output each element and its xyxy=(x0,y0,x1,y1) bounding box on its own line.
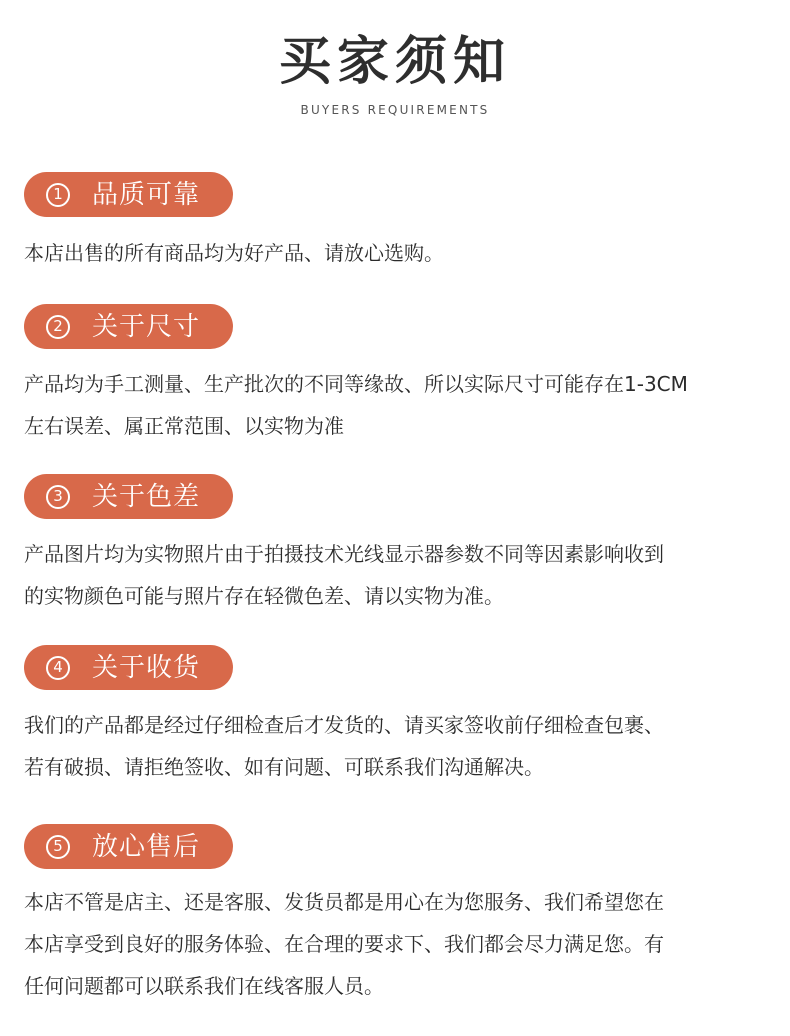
body-line: 产品均为手工测量、生产批次的不同等缘故、所以实际尺寸可能存在1-3CM xyxy=(24,372,688,396)
section-heading-badge xyxy=(24,172,233,217)
body-line: 左右误差、属正常范围、以实物为准 xyxy=(24,414,344,438)
section-heading-badge xyxy=(24,645,233,690)
section-receiving xyxy=(24,645,764,788)
body-line: 任何问题都可以联系我们在线客服人员。 xyxy=(24,974,384,998)
section-heading-badge xyxy=(24,474,233,519)
page-subtitle: BUYERS REQUIREMENTS xyxy=(300,103,490,117)
section-body xyxy=(24,363,764,447)
section-heading-badge xyxy=(24,824,233,869)
section-heading: 品质可靠 xyxy=(92,179,201,210)
section-body xyxy=(24,533,764,617)
page-title: 买家须知 xyxy=(278,32,511,92)
circled-number-icon: 3 xyxy=(46,485,70,509)
body-line: 本店出售的所有商品均为好产品、请放心选购。 xyxy=(24,241,444,265)
body-line: 的实物颜色可能与照片存在轻微色差、请以实物为准。 xyxy=(24,584,504,608)
body-line: 若有破损、请拒绝签收、如有问题、可联系我们沟通解决。 xyxy=(24,755,544,779)
section-color-difference xyxy=(24,474,764,617)
section-body xyxy=(24,232,764,274)
section-heading: 关于色差 xyxy=(92,481,201,512)
section-after-sales xyxy=(24,824,764,1007)
body-line: 本店享受到良好的服务体验、在合理的要求下、我们都会尽力满足您。有 xyxy=(24,932,664,956)
circled-number-icon: 5 xyxy=(46,835,70,859)
body-line: 产品图片均为实物照片由于拍摄技术光线显示器参数不同等因素影响收到 xyxy=(24,542,664,566)
body-line: 我们的产品都是经过仔细检查后才发货的、请买家签收前仔细检查包裹、 xyxy=(24,713,664,737)
section-size xyxy=(24,304,764,447)
section-heading: 关于尺寸 xyxy=(92,311,201,342)
body-line: 本店不管是店主、还是客服、发货员都是用心在为您服务、我们希望您在 xyxy=(24,890,664,914)
circled-number-icon: 2 xyxy=(46,315,70,339)
section-heading: 放心售后 xyxy=(92,831,201,862)
section-heading: 关于收货 xyxy=(92,652,201,683)
section-heading-badge xyxy=(24,304,233,349)
circled-number-icon: 4 xyxy=(46,656,70,680)
circled-number-icon: 1 xyxy=(46,183,70,207)
section-quality xyxy=(24,172,764,274)
section-body xyxy=(24,704,764,788)
section-body xyxy=(24,881,764,1007)
